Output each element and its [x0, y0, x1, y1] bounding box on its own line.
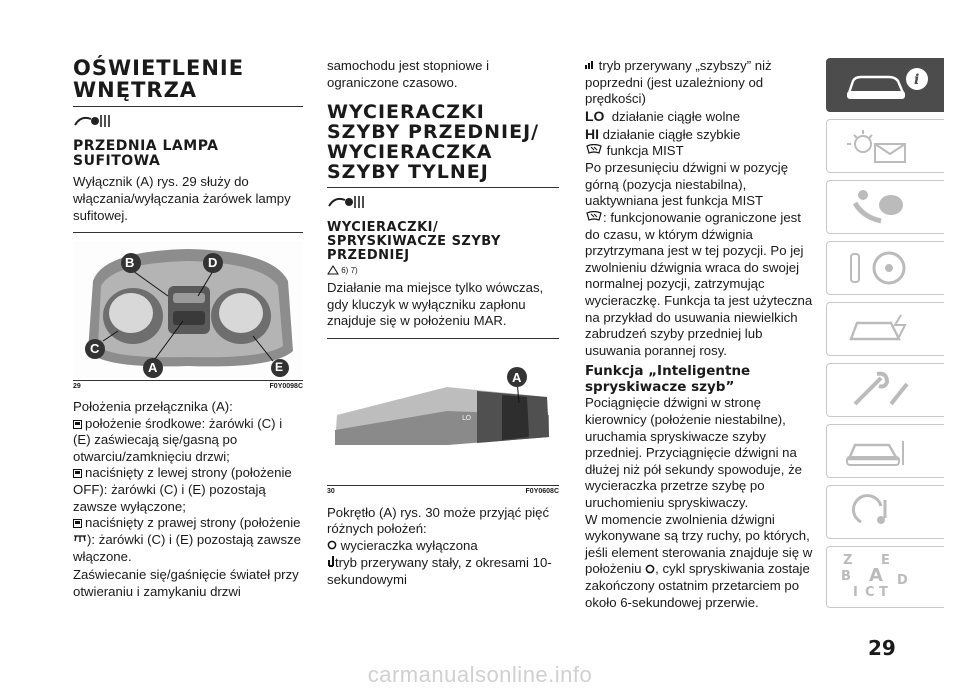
- subsection-title: WYCIERACZKI/ SPRYSKIWACZE SZYBY PRZEDNIEJ: [327, 219, 501, 263]
- subsection-heading: Funkcja „Inteligentne spryskiwacze szyb”: [585, 363, 751, 396]
- intermittent-icon: [327, 555, 335, 572]
- chapter-tabs: [826, 58, 944, 615]
- column-3: [585, 0, 815, 611]
- car-specs-icon: [841, 431, 931, 471]
- callout-e: E: [275, 360, 284, 375]
- tab-emergency[interactable]: [826, 302, 944, 356]
- multimedia-icon: [841, 492, 931, 532]
- off-circle-icon: [645, 562, 655, 579]
- mist-icon: [585, 210, 603, 227]
- divider: [73, 106, 303, 107]
- callout-a: A: [148, 360, 158, 376]
- figure-bottom-rule: [73, 380, 303, 381]
- callout-b: B: [125, 255, 135, 271]
- column-2: [327, 0, 559, 588]
- tab-vehicle-info[interactable]: [826, 58, 944, 112]
- figure-29: [73, 241, 303, 378]
- tab-index[interactable]: [826, 546, 944, 608]
- page-number: 29: [868, 636, 896, 660]
- figure-caption: [327, 488, 559, 495]
- divider: [327, 187, 559, 188]
- figure-top-rule: [73, 232, 303, 233]
- lamp-on-icon: [73, 532, 87, 549]
- car-crash-icon: [841, 309, 931, 349]
- tab-maintenance[interactable]: [826, 363, 944, 417]
- figure-30: [327, 345, 559, 483]
- hi-symbol: HI: [585, 125, 599, 142]
- tab-safety[interactable]: [826, 180, 944, 234]
- steering-icon: [841, 248, 931, 288]
- paragraph-mist: Po przesunięciu dźwigni w pozycję górną (pozycja niestabilna), uaktywniana jest funkcja MIST : funkcjonowanie ograniczone jest do czasu, w którym dźwignia przytrzymana jest w tej pozycji. Po jej zwolnieniu dźwignia wraca do swojej normalnej pozycji, zatrzymując wycieraczkę. Funkcja ta jest użyteczna na przykład do usuwania niewielkich zabrudzeń szyby przedniej lub usuwania porannej rosy.: [585, 160, 813, 358]
- figure-code: F0Y0098C: [269, 383, 303, 391]
- fast-intermittent-icon: [585, 58, 595, 75]
- index-icon: Z E B A D I C T: [841, 553, 908, 600]
- car-info-icon: [841, 65, 931, 105]
- door-switch-icon: [73, 516, 82, 525]
- tab-multimedia[interactable]: [826, 485, 944, 539]
- references: 6) 7): [327, 265, 559, 277]
- lamp-icon: [73, 113, 303, 134]
- lo-symbol: LO: [585, 108, 605, 124]
- wiper-item-mist: funkcja MIST: [585, 143, 815, 160]
- callout-c: C: [90, 341, 100, 357]
- section-title: OŚWIETLENIE WNĘTRZA: [73, 56, 245, 103]
- wiper-item-lo: LO działanie ciągłe wolne: [585, 108, 741, 124]
- wiper-item-fast: tryb przerywany „szybszy” niż poprzedni (jest uzależniony od prędkości): [585, 58, 772, 107]
- callout-d: D: [208, 255, 218, 271]
- footer-watermark: carmanualsonline.info: [367, 662, 593, 687]
- position-item-3: naciśnięty z prawej strony (położenie ): żarówki (C) i (E) pozostają zawsze włączone.: [73, 515, 301, 564]
- paragraph-2: Pokrętło (A) rys. 30 może przyjąć pięć różnych położeń:: [327, 504, 550, 537]
- wrench-icon: [841, 370, 931, 410]
- figure-number: 29: [73, 383, 81, 391]
- paragraph-release: W momencie zwolnienia dźwigni wykonywane są trzy ruchy, po których, jeśli element sterowania znajduje się w położeniu , cykl spryskiwania zostaje zakończony ostatnim przetarciem po około 6-sekundowej przerwie.: [585, 511, 813, 610]
- svg-text:i: i: [914, 72, 920, 88]
- figure-top-rule: [327, 338, 559, 339]
- position-item-1: położenie środkowe: żarówki (C) i (E) zaświecają się/gasną po otwarciu/zamknięciu drzwi;: [73, 415, 283, 464]
- figure-bottom-rule: [327, 485, 559, 486]
- figure-code: F0Y0608C: [525, 487, 559, 495]
- warning-lights-icon: [841, 126, 931, 166]
- svg-text:LO: LO: [462, 413, 472, 422]
- section-title: WYCIERACZKI SZYBY PRZEDNIEJ/ WYCIERACZKA SZYBY TYLNEJ: [327, 101, 540, 183]
- tab-technical-data[interactable]: [826, 424, 944, 478]
- intro-text: Wyłącznik (A) rys. 29 służy do włączania/wyłączania żarówek lampy sufitowej.: [73, 174, 291, 223]
- column-1: [73, 0, 303, 600]
- tab-driving[interactable]: [826, 241, 944, 295]
- wiper-item-off: wycieraczka wyłączona: [327, 538, 559, 555]
- position-item-2: naciśnięty z lewej strony (położenie OFF): żarówki (C) i (E) pozostają zawsze wyłączone;: [73, 465, 292, 514]
- wiper-item-intermittent: tryb przerywany stały, z okresami 10-sekundowymi: [327, 554, 552, 587]
- tab-lights-messages[interactable]: [826, 119, 944, 173]
- wiper-item-hi: HI działanie ciągłe szybkie: [585, 125, 741, 142]
- door-switch-icon: [73, 466, 82, 475]
- subsection-title: PRZEDNIA LAMPA SUFITOWA: [73, 138, 219, 170]
- outro-text: Zaświecanie się/gaśnięcie świateł przy otwieraniu i zamykaniu drzwi: [73, 567, 299, 599]
- off-circle-icon: [327, 538, 337, 555]
- continued-text: samochodu jest stopniowe i ograniczone czasowo.: [327, 58, 490, 90]
- positions-title: Położenia przełącznika (A):: [73, 399, 233, 415]
- warning-book-icon: [327, 265, 339, 277]
- airbag-icon: [841, 187, 931, 227]
- callout-a: A: [512, 369, 522, 385]
- paragraph-smart-washer: Pociągnięcie dźwigni w stronę kierownicy (położenie niestabilne), uruchamia spryskiwacze szyby przedniej. Przyciągnięcie dźwigni na dłużej niż pół sekundy spowoduje, że wycieraczka przetrze szybę po uruchomieniu spryskiwaczy.: [585, 395, 802, 510]
- figure-caption: [73, 383, 303, 390]
- paragraph-1: Działanie ma miejsce tylko wówczas, gdy kluczyk w wyłączniku zapłonu znajduje się w położeniu MAR.: [327, 280, 544, 329]
- door-switch-icon: [73, 417, 82, 426]
- lamp-icon: [327, 194, 559, 215]
- figure-number: 30: [327, 487, 335, 495]
- mist-icon: [585, 143, 603, 160]
